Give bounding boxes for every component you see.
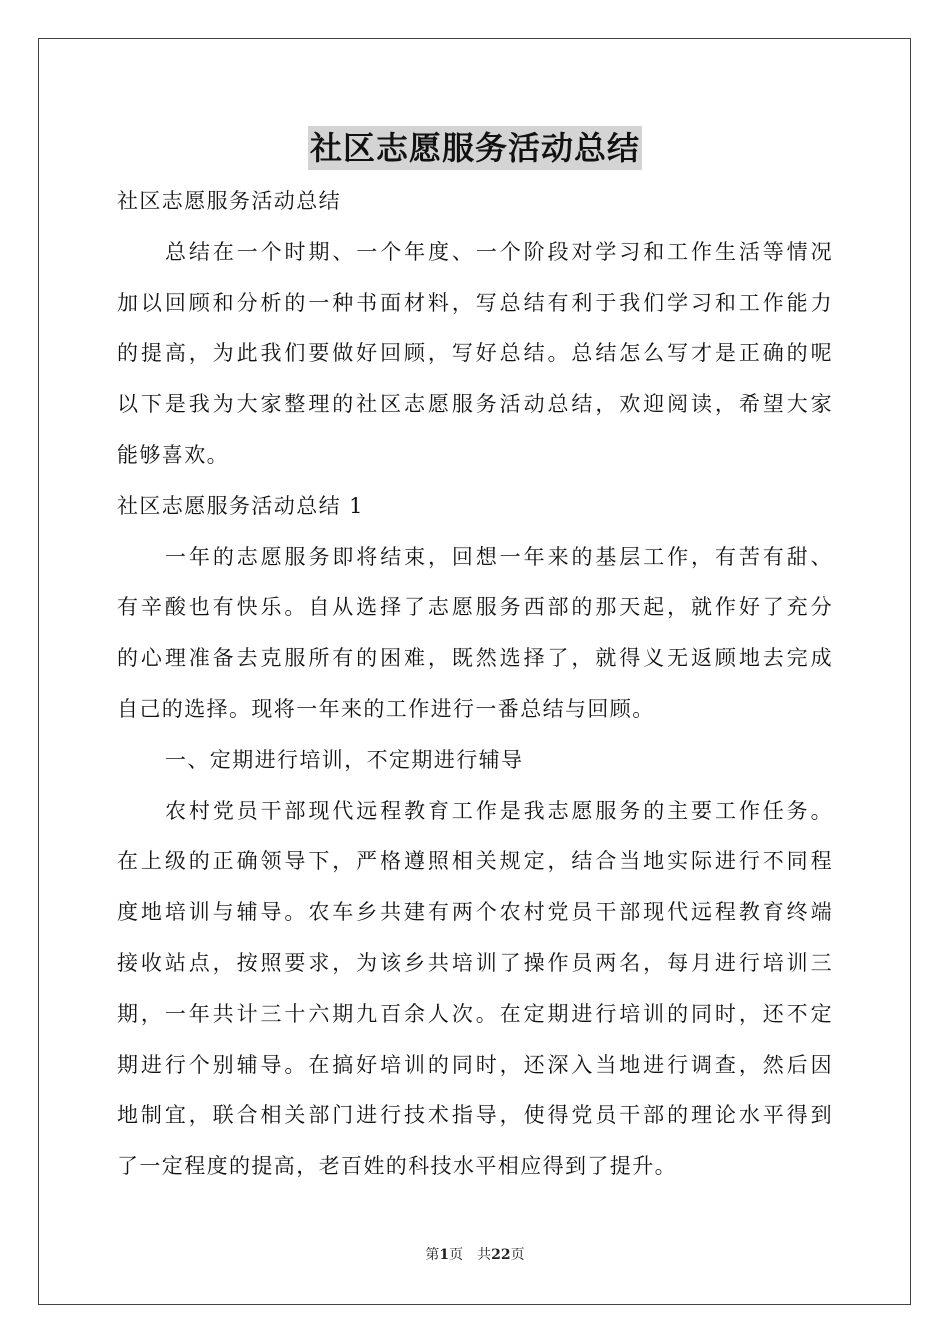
footer-current-page: 1 — [439, 1247, 450, 1263]
text-line: 度地培训与辅导。农车乡共建有两个农村党员干部现代远程教育终端 — [117, 900, 833, 925]
footer-mid: 页 共 — [449, 1247, 492, 1263]
text-line: 期进行个别辅导。在搞好培训的同时，还深入当地进行调查，然后因 — [117, 1052, 833, 1077]
text-line: 有辛酸也有快乐。自从选择了志愿服务西部的那天起，就作好了充分 — [117, 595, 833, 620]
text-line: 能够喜欢。 — [117, 442, 229, 467]
text-line: 了一定程度的提高，老百姓的科技水平相应得到了提升。 — [117, 1154, 677, 1179]
text-line: 总结在一个时期、一个年度、一个阶段对学习和工作生活等情况 — [165, 239, 833, 264]
title-wrap — [0, 126, 950, 170]
text-line: 以下是我为大家整理的社区志愿服务活动总结，欢迎阅读，希望大家 — [117, 392, 833, 417]
text-line: 社区志愿服务活动总结 — [117, 189, 341, 213]
text-line: 农村党员干部现代远程教育工作是我志愿服务的主要工作任务。 — [165, 798, 833, 823]
text-line: 期，一年共计三十六期九百余人次。在定期进行培训的同时，还不定 — [117, 1001, 833, 1026]
footer-prefix: 第 — [425, 1247, 440, 1263]
text-line: 的心理准备去克服所有的困难，既然选择了，就得义无返顾地去完成 — [117, 646, 833, 671]
text-line: 一、定期进行培训，不定期进行辅导 — [165, 747, 524, 772]
document-body — [117, 176, 833, 1192]
footer-suffix: 页 — [510, 1247, 525, 1263]
text-line: 接收站点，按照要求，为该乡共培训了操作员两名，每月进行培训三 — [117, 950, 833, 975]
page-footer — [0, 1244, 950, 1264]
text-line: 地制宜，联合相关部门进行技术指导，使得党员干部的理论水平得到 — [117, 1103, 833, 1128]
text-line: 社区志愿服务活动总结 1 — [117, 493, 364, 518]
text-line: 加以回顾和分析的一种书面材料，写总结有利于我们学习和工作能力 — [117, 290, 833, 315]
text-line: 自己的选择。现将一年来的工作进行一番总结与回顾。 — [117, 696, 655, 721]
footer-total-pages: 22 — [491, 1247, 511, 1263]
document-title: 社区志愿服务活动总结 — [308, 126, 642, 170]
text-line: 一年的志愿服务即将结束，回想一年来的基层工作，有苦有甜、 — [165, 544, 833, 569]
text-line: 在上级的正确领导下，严格遵照相关规定，结合当地实际进行不同程 — [117, 849, 833, 874]
text-line: 的提高，为此我们要做好回顾，写好总结。总结怎么写才是正确的呢 — [117, 341, 833, 366]
